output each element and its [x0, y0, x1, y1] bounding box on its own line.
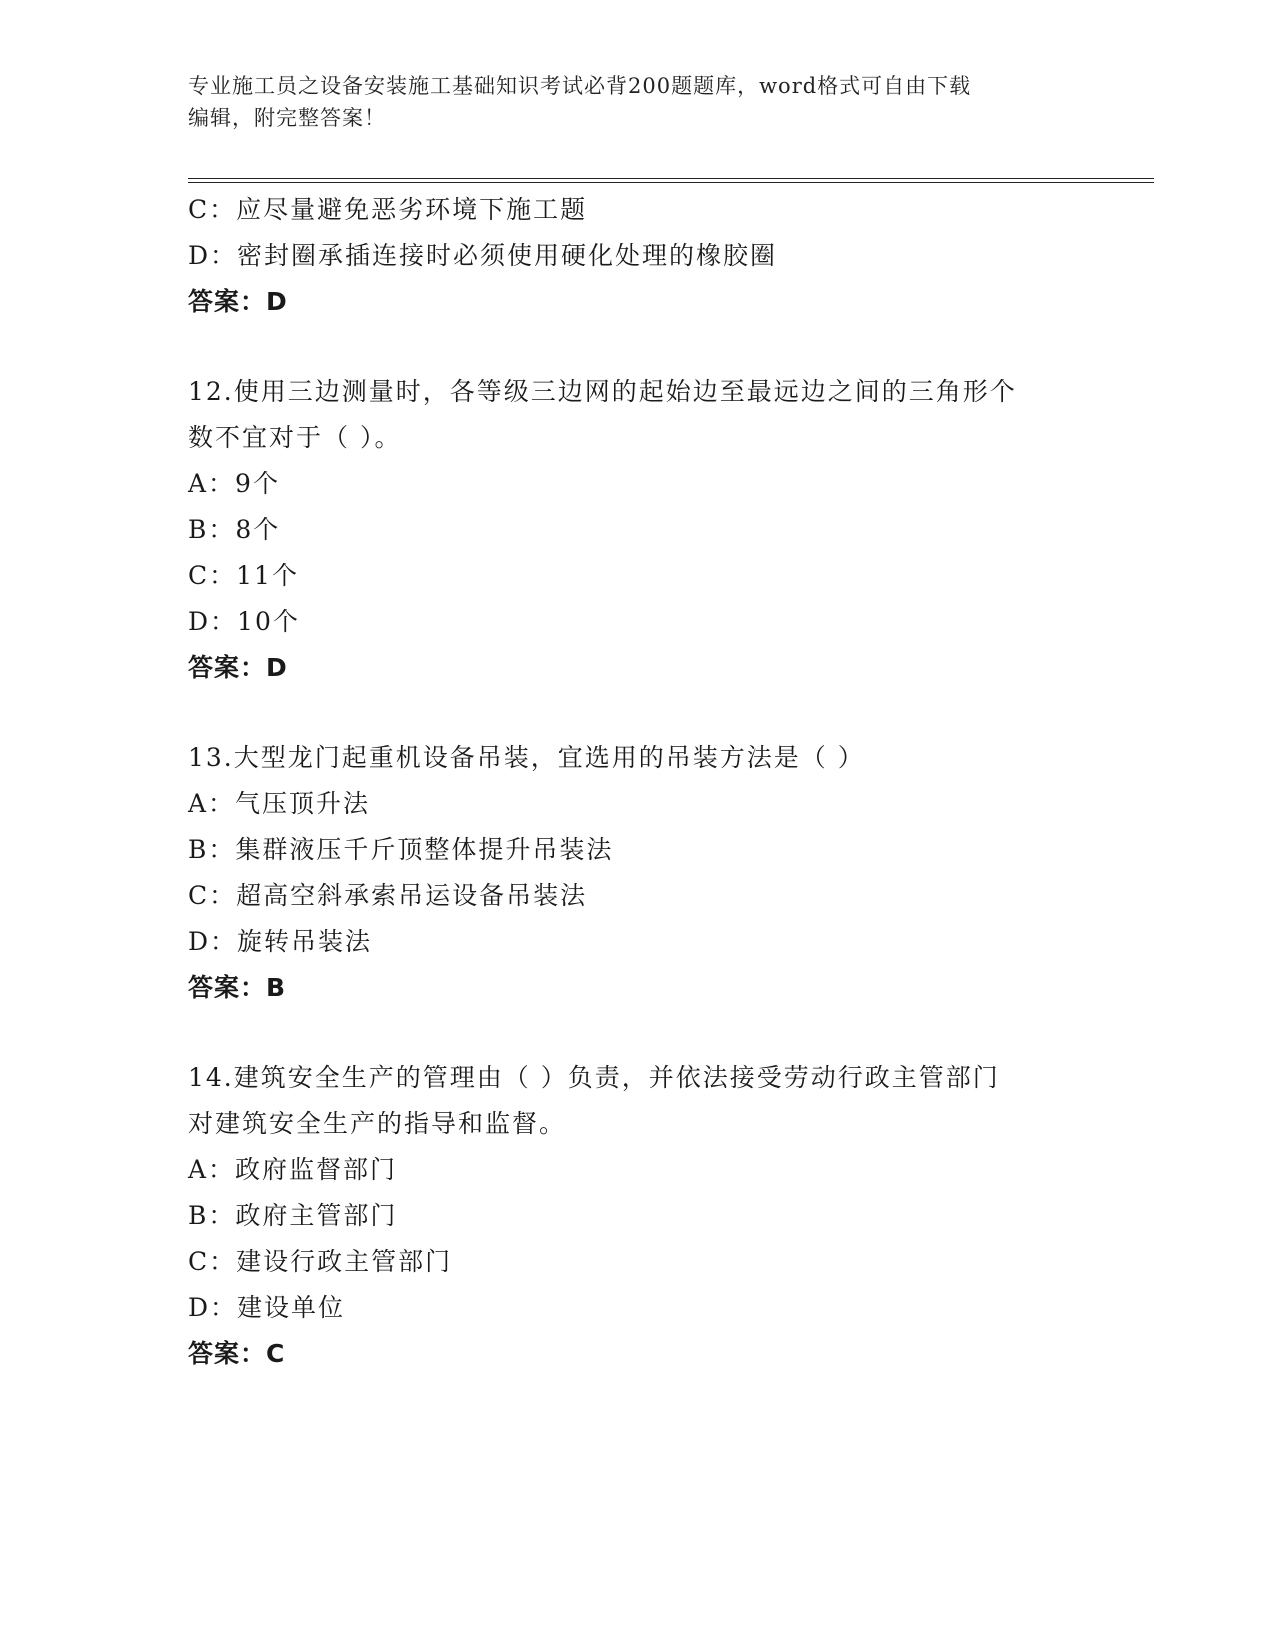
question-14-option-a: A：政府监督部门	[188, 1155, 398, 1184]
header-line-1: 专业施工员之设备安装施工基础知识考试必背200题题库，word格式可自由下载	[188, 74, 972, 98]
question-13-option-a: A：气压顶升法	[188, 789, 371, 818]
question-12-option-c: C：11个	[188, 561, 299, 590]
question-12-option-b: B：8个	[188, 515, 281, 544]
answer-previous: 答案：D	[188, 287, 288, 316]
question-13-option-c: C：超高空斜承索吊运设备吊装法	[188, 881, 588, 910]
option-c-previous: C：应尽量避免恶劣环境下施工题	[188, 195, 588, 224]
header-line-2: 编辑，附完整答案！	[188, 106, 386, 130]
question-14-stem-line-2: 对建筑安全生产的指导和监督。	[188, 1109, 567, 1138]
question-13-option-b: B：集群液压千斤顶整体提升吊装法	[188, 835, 614, 864]
question-12-option-a: A：9个	[188, 469, 280, 498]
question-13-stem-line-1: 13.大型龙门起重机设备吊装，宜选用的吊装方法是（ ）	[188, 743, 865, 772]
question-12-option-d: D：10个	[188, 607, 300, 636]
question-12-answer: 答案：D	[188, 653, 288, 682]
question-12-stem-line-2: 数不宜对于（ ）。	[188, 423, 402, 452]
header-divider-bottom	[188, 182, 1154, 183]
question-13-answer: 答案：B	[188, 973, 287, 1002]
option-d-previous: D：密封圈承插连接时必须使用硬化处理的橡胶圈	[188, 241, 778, 270]
page-header	[188, 70, 1068, 134]
question-13-option-d: D：旋转吊装法	[188, 927, 373, 956]
header-divider-top	[188, 178, 1154, 179]
question-14-stem-line-1: 14.建筑安全生产的管理由（ ）负责，并依法接受劳动行政主管部门	[188, 1063, 1000, 1092]
question-14-answer: 答案：C	[188, 1339, 286, 1368]
question-14-option-b: B：政府主管部门	[188, 1201, 398, 1230]
question-12-stem-line-1: 12.使用三边测量时，各等级三边网的起始边至最远边之间的三角形个	[188, 377, 1017, 406]
question-14-option-c: C：建设行政主管部门	[188, 1247, 453, 1276]
question-14-option-d: D：建设单位	[188, 1293, 346, 1322]
